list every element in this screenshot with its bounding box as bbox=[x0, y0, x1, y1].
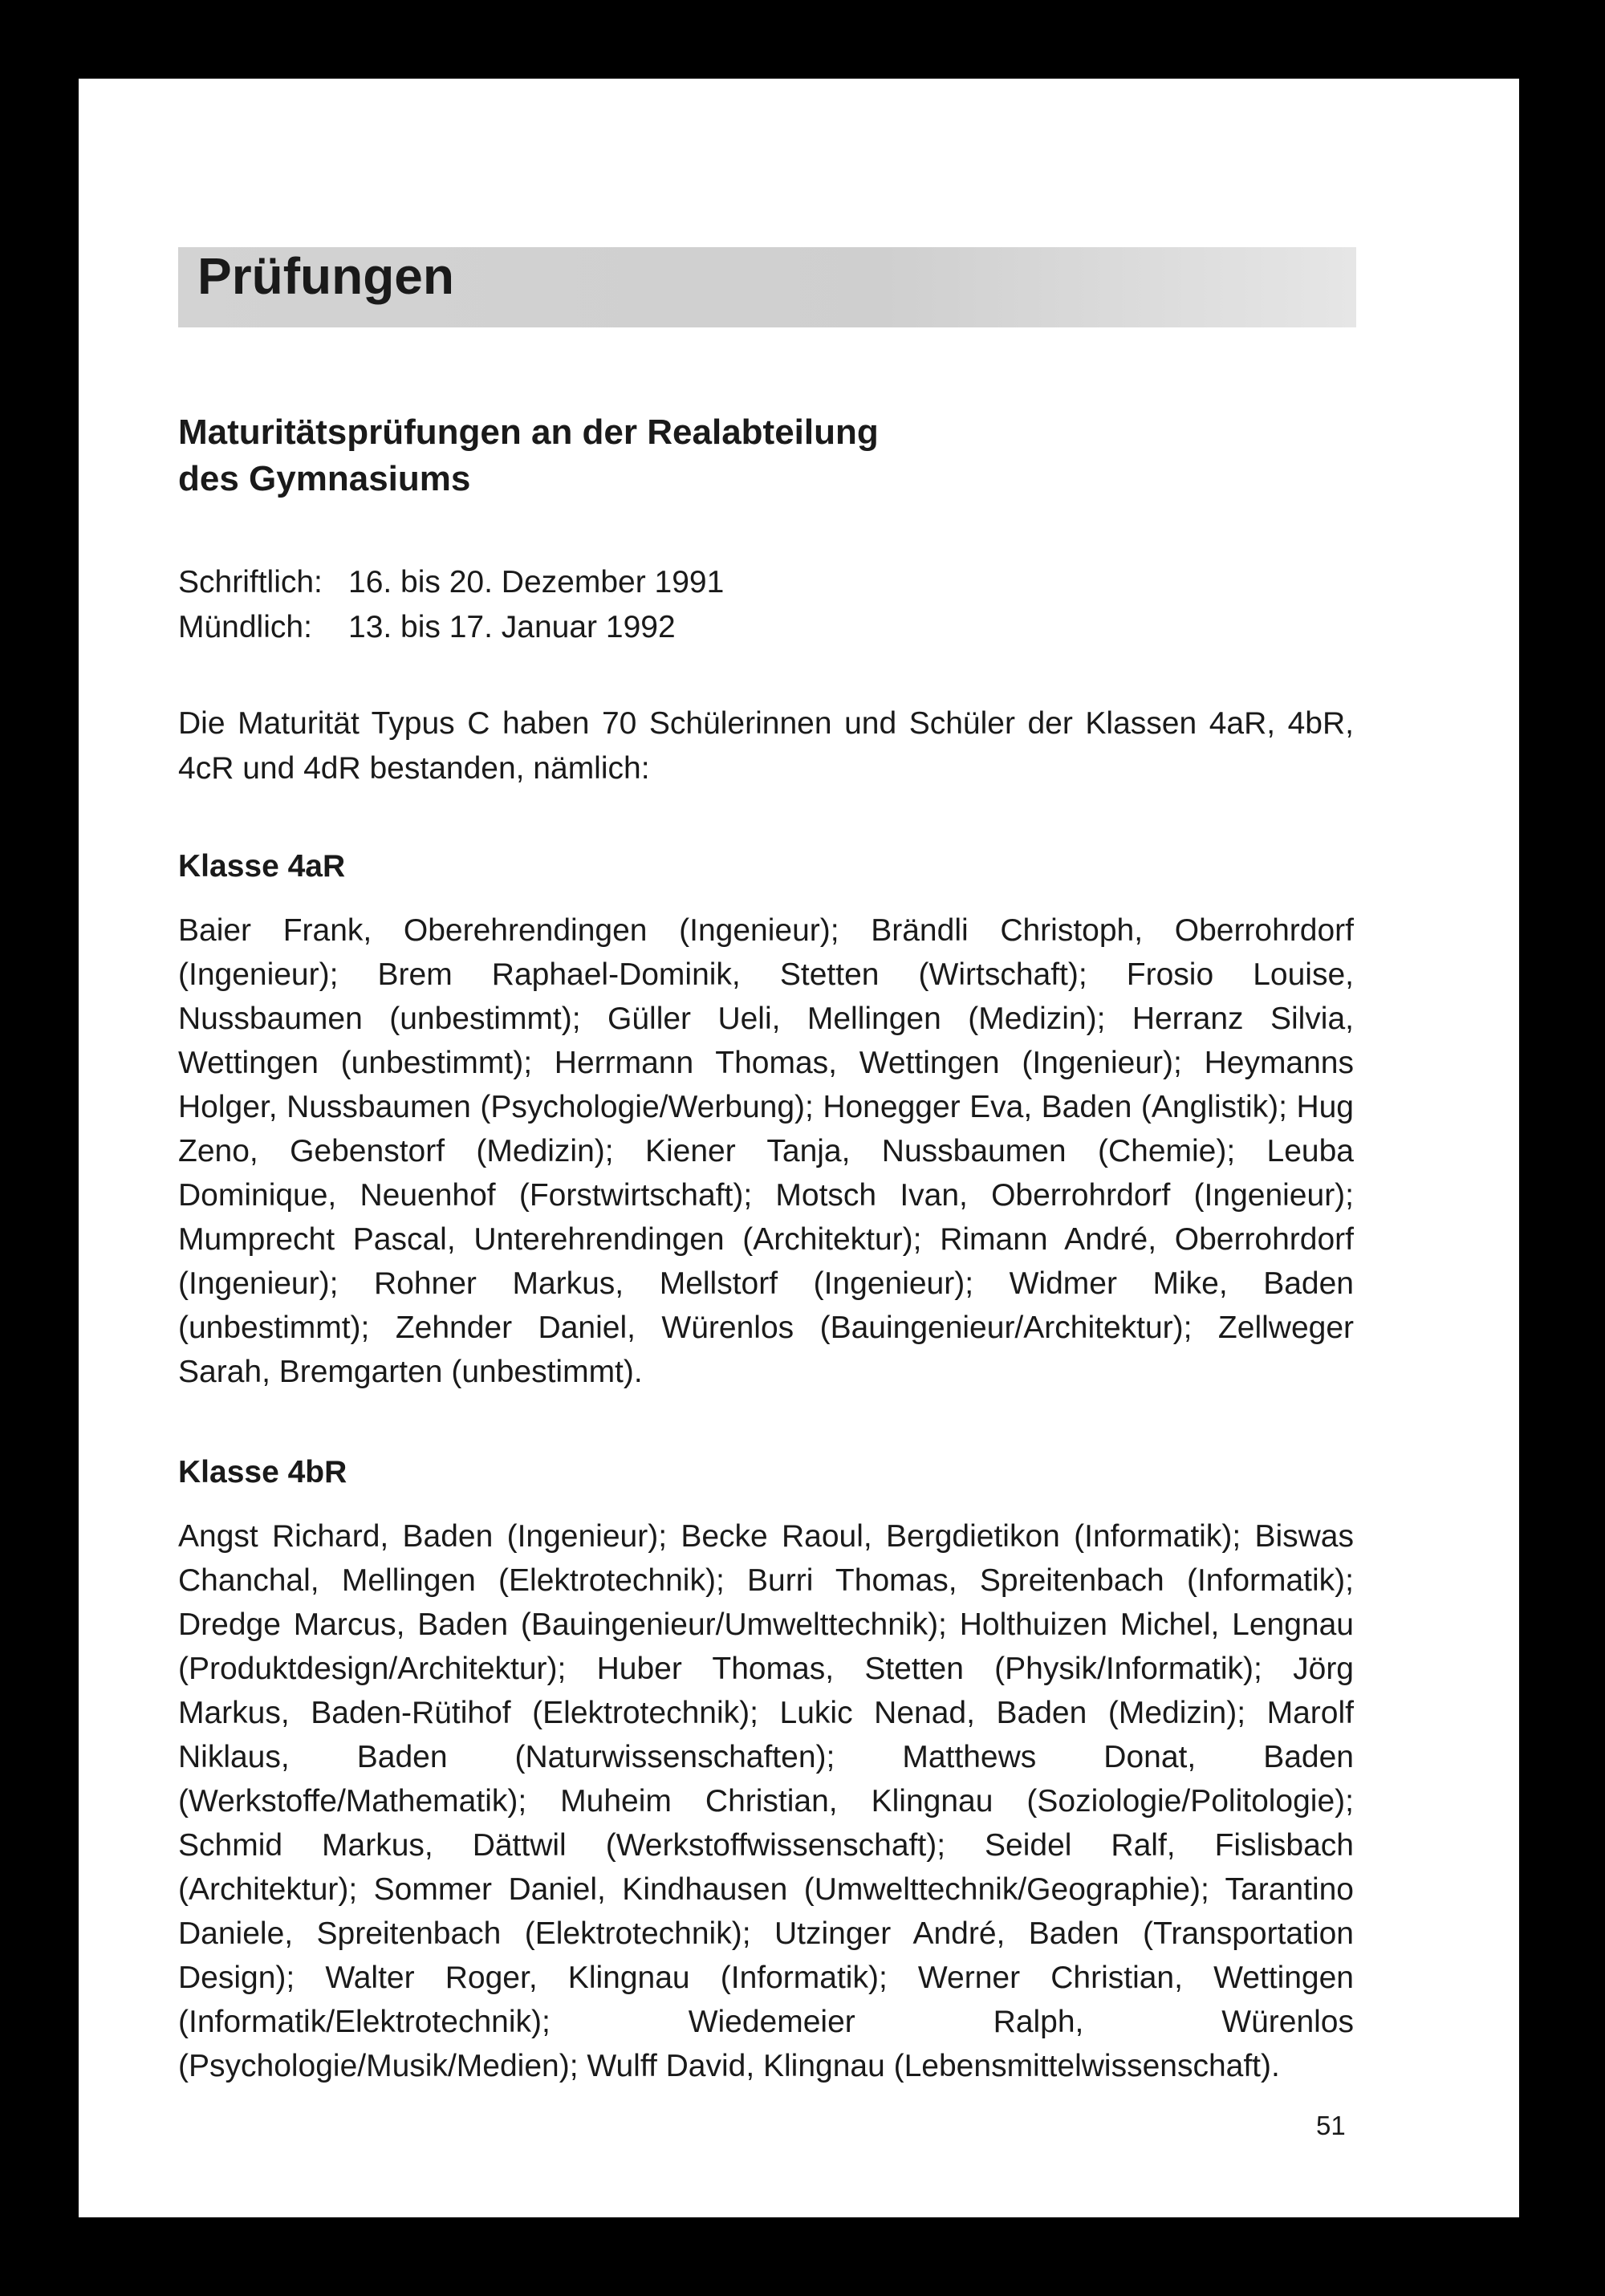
date-value: 13. bis 17. Januar 1992 bbox=[348, 610, 676, 644]
page-heading bbox=[178, 409, 1354, 502]
date-row-oral bbox=[178, 605, 1354, 650]
intro-paragraph: Die Maturität Typus C haben 70 Schülerinnen und Schüler der Klassen 4aR, 4bR, 4cR und 4dR bestanden, nämlich: bbox=[178, 706, 1354, 786]
class-section-4aR bbox=[178, 844, 1354, 1394]
class-student-list: Baier Frank, Oberehrendingen (Ingenieur); Brändli Christoph, Oberrohrdorf (Ingenieur); Brem Raphael-Dominik, Stetten (Wirtschaft); Frosio Louise, Nussbaumen (unbestimmt); Güller Ueli, Mellingen (Medizin); Herranz Silvia, Wettingen (unbestimmt); Herrmann Thomas, Wettingen (Ingenieur); Heymanns Holger, Nussbaumen (Psychologie/Werbung); Honegger Eva, Baden (Anglistik); Hug Zeno, Gebenstorf (Medizin); Kiener Tanja, Nussbaumen (Chemie); Leuba Dominique, Neuenhof (Forstwirtschaft); Motsch Ivan, Oberrohrdorf (Ingenieur); Mumprecht Pascal, Unterehrendingen (Architektur); Rimann André, Oberrohrdorf (Ingenieur); Rohner Markus, Mellstorf (Ingenieur); Widmer Mike, Baden (unbestimmt); Zehnder Daniel, Würenlos (Bauingenieur/Architektur); Zellweger Sarah, Bremgarten (unbestimmt). bbox=[178, 913, 1354, 1389]
heading-line-2: des Gymnasiums bbox=[178, 459, 471, 498]
date-label: Schriftlich: bbox=[178, 565, 323, 599]
exam-dates bbox=[178, 560, 1354, 650]
page-content bbox=[178, 409, 1354, 2088]
class-section-4bR bbox=[178, 1450, 1354, 2088]
section-title: Prüfungen bbox=[197, 247, 454, 305]
class-title: Klasse 4bR bbox=[178, 1455, 347, 1489]
date-label: Mündlich: bbox=[178, 610, 312, 644]
class-student-list: Angst Richard, Baden (Ingenieur); Becke Raoul, Bergdietikon (Informatik); Biswas Chanchal, Mellingen (Elektrotechnik); Burri Thomas, Spreitenbach (Informatik); Dredge Marcus, Baden (Bauingenieur/Umwelttechnik); Holthuizen Michel, Lengnau (Produktdesign/Architektur); Huber Thomas, Stetten (Physik/Informatik); Jörg Markus, Baden-Rütihof (Elektrotechnik); Lukic Nenad, Baden (Medizin); Marolf Niklaus, Baden (Naturwissenschaften); Matthews Donat, Baden (Werkstoffe/Mathematik); Muheim Christian, Klingnau (Soziologie/Politologie); Schmid Markus, Dättwil (Werkstoffwissenschaft); Seidel Ralf, Fislisbach (Architektur); Sommer Daniel, Kindhausen (Umwelttechnik/Geographie); Tarantino Daniele, Spreitenbach (Elektrotechnik); Utzinger André, Baden (Transportation Design); Walter Roger, Klingnau (Informatik); Werner Christian, Wettingen (Informatik/Elektrotechnik); Wiedemeier Ralph, Würenlos (Psychologie/Musik/Medien); Wulff David, Klingnau (Lebensmittelwissenschaft). bbox=[178, 1519, 1354, 2083]
heading-line-1: Maturitätsprüfungen an der Realabteilung bbox=[178, 412, 879, 452]
date-row-written bbox=[178, 560, 1354, 605]
date-value: 16. bis 20. Dezember 1991 bbox=[348, 565, 725, 599]
class-title: Klasse 4aR bbox=[178, 849, 346, 884]
page-number: 51 bbox=[1316, 2111, 1346, 2140]
